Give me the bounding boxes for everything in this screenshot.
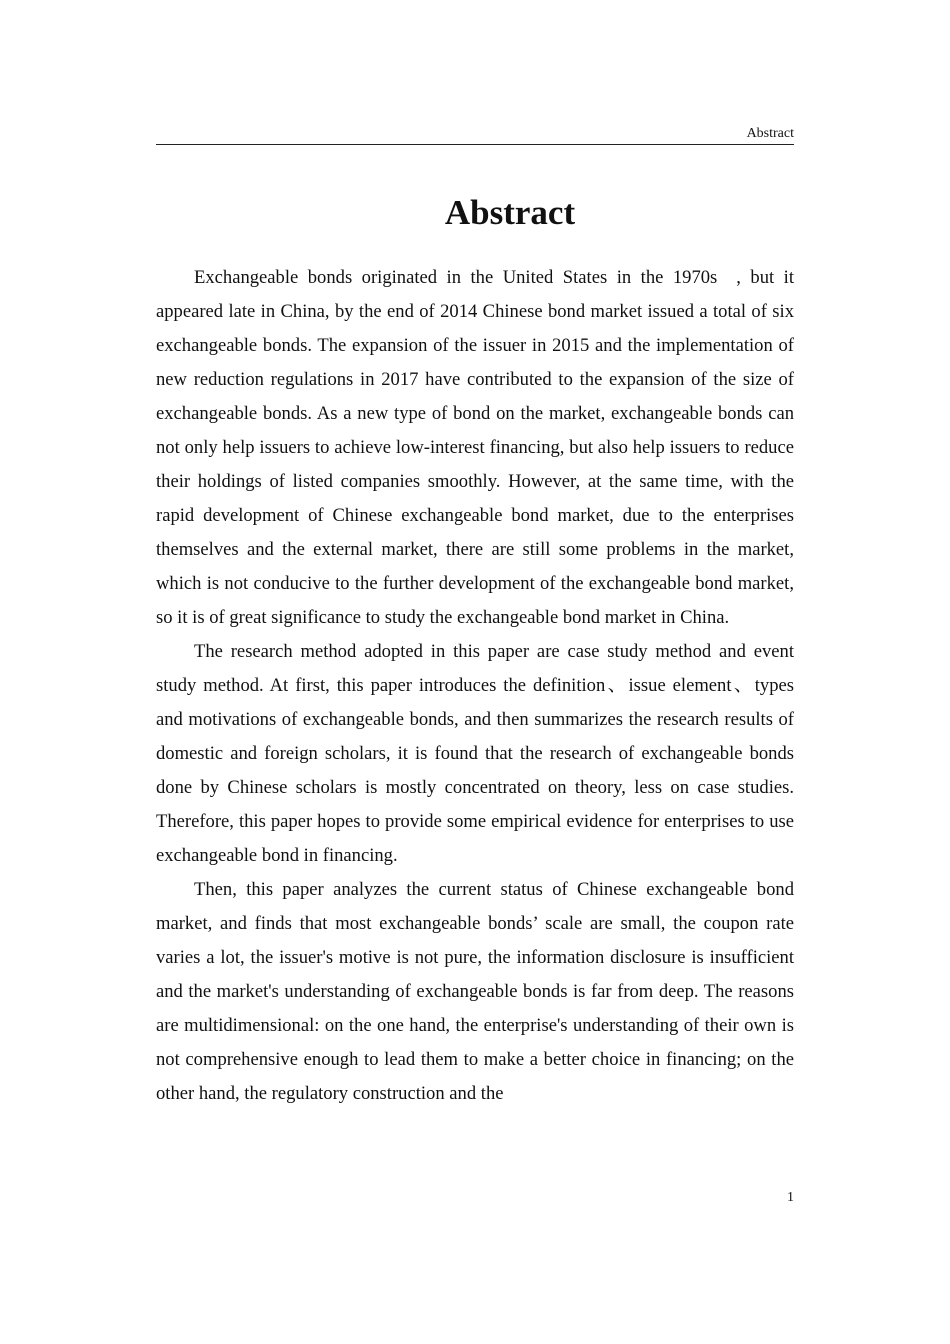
running-header: Abstract [156, 126, 794, 145]
abstract-paragraph-2: The research method adopted in this paper are case study method and event study method. At first, this paper introduces the definition、issue element、types and motivations of exchangeable bonds, and then summarizes the research results of domestic and foreign scholars, it is found that the research of exchangeable bonds done by Chinese scholars is mostly concentrated on theory, less on case studies. Therefore, this paper hopes to provide some empirical evidence for enterprises to use exchangeable bond in financing. [156, 641, 794, 866]
abstract-body [156, 261, 794, 1111]
page-number: 1 [787, 1190, 794, 1205]
page-title: Abstract [444, 193, 576, 232]
abstract-paragraph-3: Then, this paper analyzes the current status of Chinese exchangeable bond market, and finds that most exchangeable bonds’ scale are small, the coupon rate varies a lot, the issuer's motive is not pure, the information disclosure is insufficient and the market's understanding of exchangeable bonds is far from deep. The reasons are multidimensional: on the one hand, the enterprise's understanding of their own is not comprehensive enough to lead them to make a better choice in financing; on the other hand, the regulatory construction and the [156, 879, 794, 1104]
abstract-paragraph-1: Exchangeable bonds originated in the United States in the 1970s , but it appeared late in China, by the end of 2014 Chinese bond market issued a total of six exchangeable bonds. The expansion of the issuer in 2015 and the implementation of new reduction regulations in 2017 have contributed to the expansion of the size of exchangeable bonds. As a new type of bond on the market, exchangeable bonds can not only help issuers to achieve low-interest financing, but also help issuers to reduce their holdings of listed companies smoothly. However, at the same time, with the rapid development of Chinese exchangeable bond market, due to the enterprises themselves and the external market, there are still some problems in the market, which is not conducive to the further development of the exchangeable bond market, so it is of great significance to study the exchangeable bond market in China. [156, 267, 794, 628]
